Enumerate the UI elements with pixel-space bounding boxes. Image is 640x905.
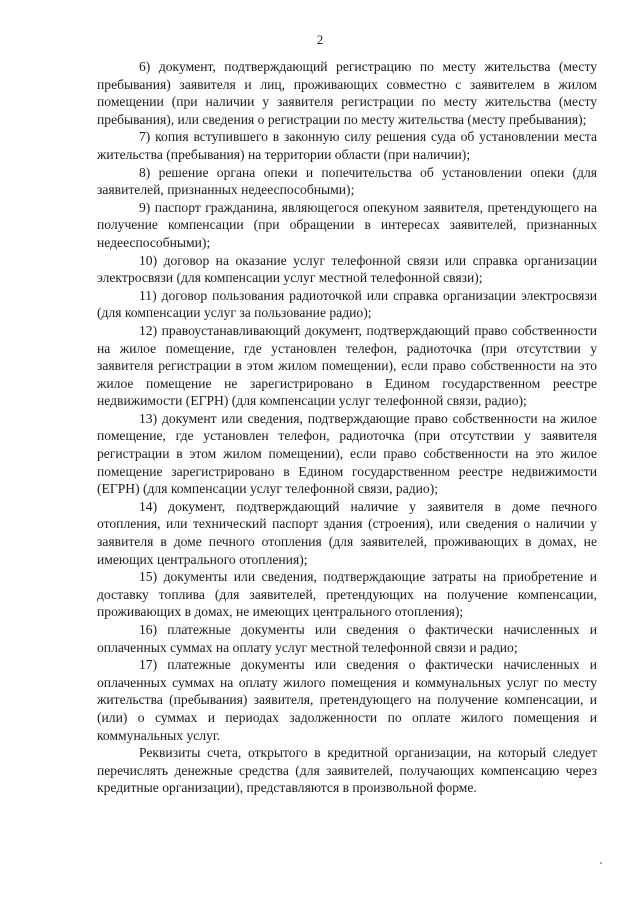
paragraph: 14) документ, подтверждающий наличие у заявителя в доме печного отопления, или технический паспорт здания (строения), или сведения о наличии у заявителя в доме печного отопления (для заявителей, проживающих в домах, не имеющих центрального отопления); [97, 498, 597, 567]
paragraph: 9) паспорт гражданина, являющегося опекуном заявителя, претендующего на получение компенсации (при обращении в интересах заявителей, признанных недееспособными); [97, 199, 597, 250]
paragraph: 16) платежные документы или сведения о фактически начисленных и оплаченных суммах на оплату услуг местной телефонной связи и радио; [97, 622, 597, 655]
paragraph: 12) правоустанавливающий документ, подтверждающий право собственности на жилое помещение, где установлен телефон, радиоточка (при отсутствии у заявителя регистрации в этом жилом помещении), если право собственности на это жилое помещение не зарегистрировано в Едином государственном реестре недвижимости (ЕГРН) (для компенсации услуг телефонной связи, радио); [97, 322, 597, 409]
document-body [97, 58, 597, 797]
scan-speck [600, 862, 602, 864]
paragraph: Реквизиты счета, открытого в кредитной организации, на который следует перечислять денежные средства (для заявителей, получающих компенсацию через кредитные организации), представляются в произвольной форме. [97, 745, 597, 796]
paragraph: 15) документы или сведения, подтверждающие затраты на приобретение и доставку топлива (для заявителей, претендующих на получение компенсации, проживающих в домах, не имеющих центрального отопления); [97, 569, 597, 620]
paragraph: 10) договор на оказание услуг телефонной связи или справка организации электросвязи (для компенсации услуг местной телефонной связи); [97, 252, 597, 286]
paragraph: 8) решение органа опеки и попечительства об установлении опеки (для заявителей, признанных недееспособными); [97, 164, 597, 198]
paragraph: 13) документ или сведения, подтверждающие право собственности на жилое помещение, где установлен телефон, радиоточка (при отсутствии у заявителя регистрации в этом жилом помещении), если право собственности на это жилое помещение зарегистрировано в Едином государственном реестре недвижимости (ЕГРН) (для компенсации услуг телефонной связи, радио); [97, 410, 597, 497]
paragraph: 11) договор пользования радиоточкой или справка организации электросвязи (для компенсации услуг за пользование радио); [97, 287, 597, 321]
paragraph: 7) копия вступившего в законную силу решения суда об установлении места жительства (пребывания) на территории области (при наличии); [97, 129, 597, 162]
page-number: 2 [316, 32, 324, 47]
paragraph: 6) документ, подтверждающий регистрацию по месту жительства (месту пребывания) заявителя и лиц, проживающих совместно с заявителем в жилом помещении (при наличии у заявителя регистрации по месту жительства (месту пребывания), или сведения о регистрации по месту жительства (месту пребывания); [97, 59, 597, 127]
paragraph: 17) платежные документы или сведения о фактически начисленных и оплаченных суммах на оплату жилого помещения и коммунальных услуг по месту жительства (пребывания) заявителя, претендующего на получение компенсации, и (или) о суммах и периодах задолженности по оплате жилого помещения и коммунальных услуг. [97, 657, 597, 743]
